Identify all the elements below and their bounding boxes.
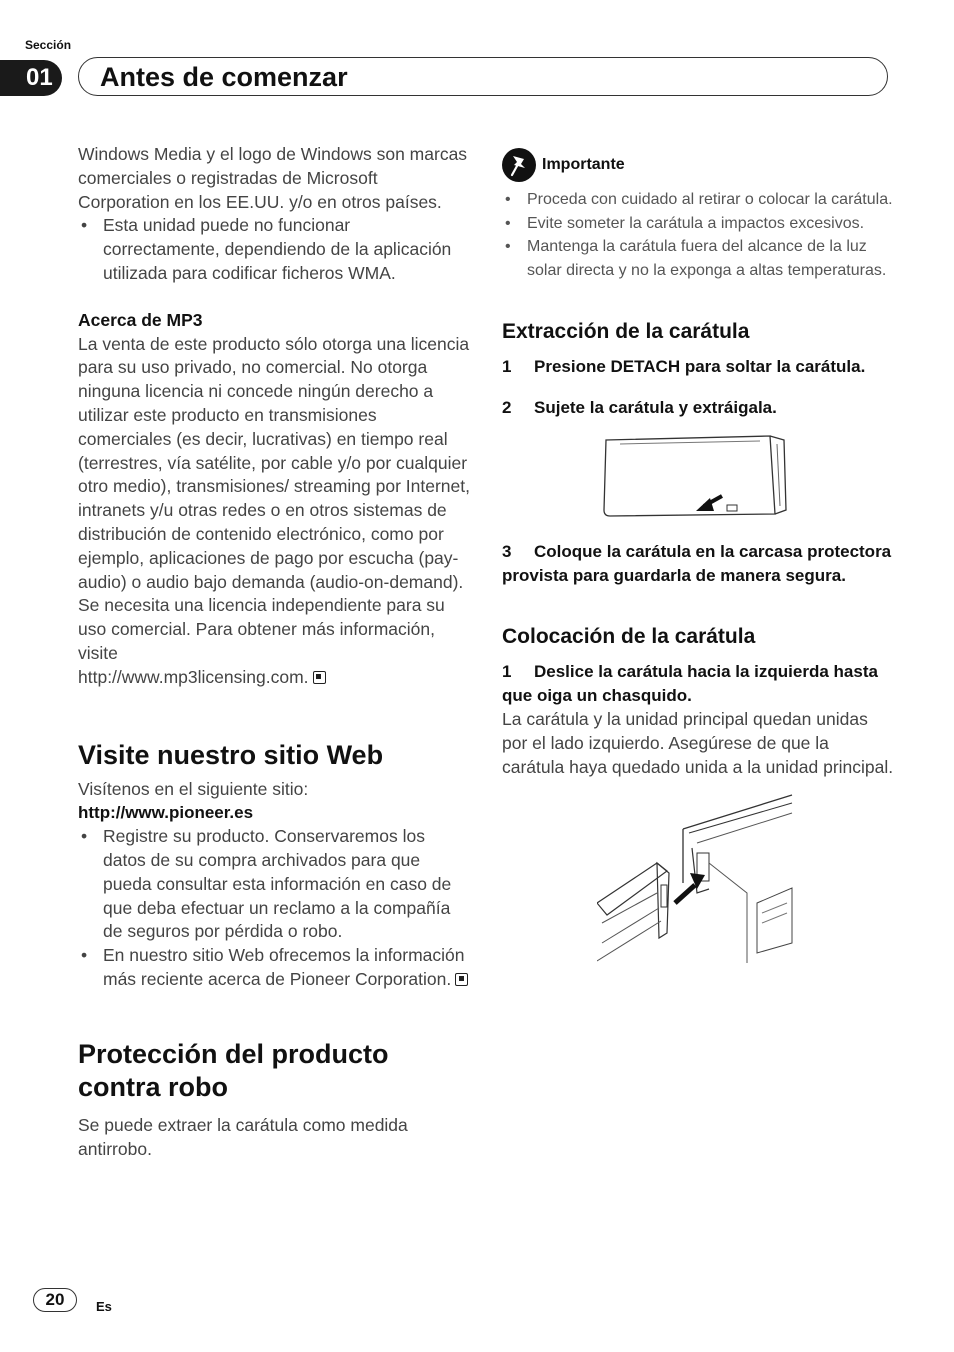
- extract-step-1: 1 Presione DETACH para soltar la carátula.: [502, 357, 866, 376]
- section-title: Antes de comenzar: [100, 62, 348, 92]
- mp3-heading: Acerca de MP3: [78, 309, 203, 330]
- web-url: http://www.pioneer.es: [78, 803, 254, 823]
- web-bullet: • En nuestro sitio Web ofrecemos la información más reciente acerca de Pioneer Corporation.: [78, 944, 470, 992]
- important-bullet: • Mantenga la carátula fuera del alcance de la luz solar directa y no la exponga a altas temperaturas.: [502, 235, 894, 282]
- right-column: [502, 150, 894, 965]
- web-intro: Visítenos en el siguiente sitio:: [78, 778, 309, 799]
- attach-text: La carátula y la unidad principal quedan unidas por el lado izquierdo. Asegúrese de que la carátula haya quedado unida a la unidad principal.: [502, 709, 894, 777]
- important-label: Importante: [542, 156, 625, 174]
- important-notice: [502, 150, 894, 180]
- detach-illustration: [600, 434, 894, 520]
- mp3-url-line: [78, 666, 470, 690]
- web-bullet-list: [78, 825, 470, 992]
- attach-illustration: [597, 793, 894, 965]
- end-mark-icon: [313, 671, 326, 684]
- important-bullet: • Evite someter la carátula a impactos excesivos.: [502, 212, 894, 236]
- theft-heading: Protección del producto contra robo: [78, 1038, 389, 1102]
- extract-step-3: 3 Coloque la carátula en la carcasa protectora provista para guardarla de manera segura.: [502, 542, 892, 585]
- section-label: Sección: [25, 38, 72, 52]
- section-number: 01: [0, 60, 62, 96]
- important-bullet: • Proceda con cuidado al retirar o colocar la carátula.: [502, 188, 894, 212]
- end-mark-icon: [455, 973, 468, 986]
- attach-heading: Colocación de la carátula: [502, 625, 756, 648]
- important-bullet-list: [502, 188, 894, 282]
- attach-step-1: 1 Deslice la carátula hacia la izquierda hasta que oiga un chasquido.: [502, 662, 878, 705]
- extract-step-2: 2 Sujete la carátula y extráigala.: [502, 398, 777, 417]
- extract-heading: Extracción de la carátula: [502, 320, 750, 343]
- language-code: Es: [96, 1299, 112, 1314]
- web-heading: Visite nuestro sitio Web: [78, 739, 384, 770]
- page-number: 20: [33, 1288, 77, 1312]
- mp3-url: http://www.mp3licensing.com.: [78, 666, 309, 687]
- intro-bullet-list: [78, 214, 470, 285]
- mp3-text: La venta de este producto sólo otorga una licencia para su uso privado, no comercial. No otorga ninguna licencia ni concede ningún derecho a utilizar este producto en transmisiones comerciales (es decir, lucrativas) en tiempo real (terrestres, vía satélite, por cable y/o por cualquier otro medio), transmisiones/ streaming por Internet, intranets y/u otras redes o en otros sistemas de distribución de contenido electrónico, como por ejemplo, aplicaciones de pago por escucha (pay-audio) o audio bajo demanda (audio-on-demand). Se necesita una licencia independiente para su uso comercial. Para obtener más información, visite: [78, 333, 470, 663]
- important-pin-icon: [502, 148, 536, 182]
- left-column: [78, 143, 470, 1161]
- theft-text: Se puede extraer la carátula como medida antirrobo.: [78, 1114, 408, 1159]
- intro-bullet: • Esta unidad puede no funcionar correctamente, dependiendo de la aplicación utilizada para codificar ficheros WMA.: [78, 214, 470, 285]
- web-bullet: • Registre su producto. Conservaremos los datos de su compra archivados para que pueda consultar esta información en caso de que deba efectuar un reclamo a la compañía de seguros por pérdida o robo.: [78, 825, 470, 944]
- intro-text: Windows Media y el logo de Windows son marcas comerciales o registradas de Microsoft Corporation en los EE.UU. y/o en otros países.: [78, 144, 468, 212]
